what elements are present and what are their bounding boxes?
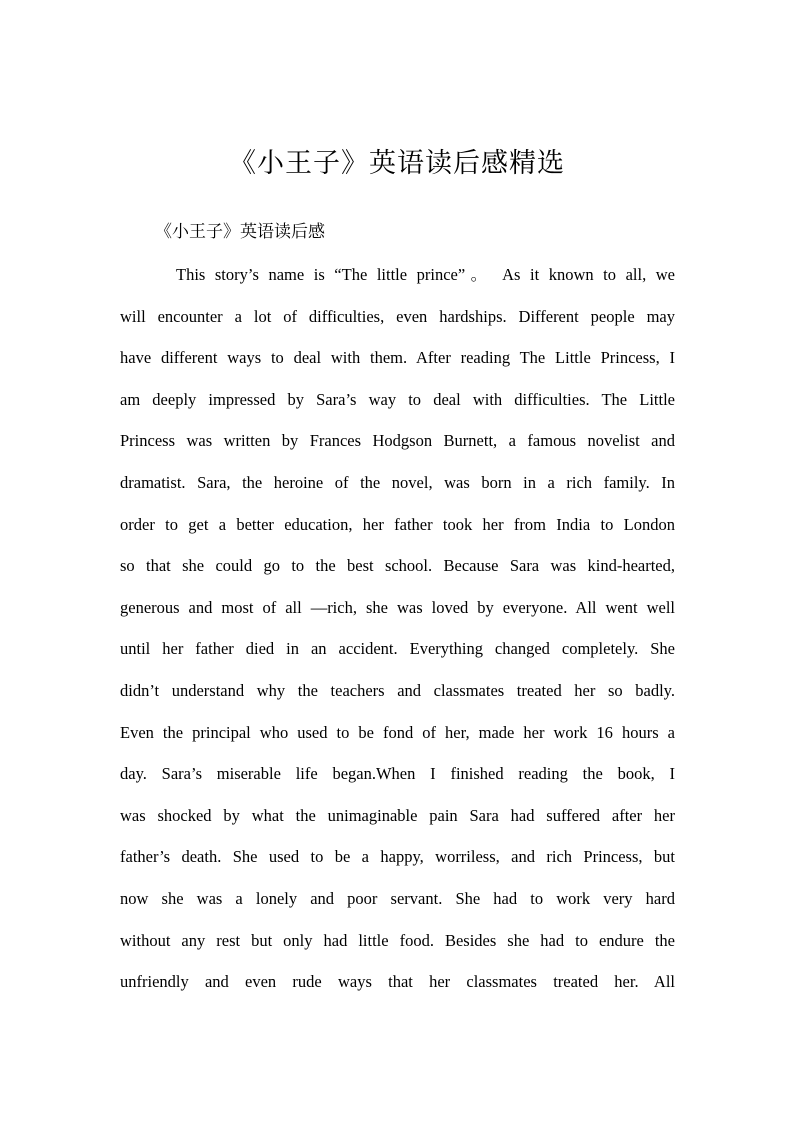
- paragraph-line: so that she could go to the best school. Because Sara was kind-hearted,: [120, 556, 675, 576]
- page-title: 《小王子》英语读后感精选: [229, 148, 565, 178]
- paragraph-line: dramatist. Sara, the heroine of the novel, was born in a rich family. In: [120, 472, 675, 492]
- paragraph-line: unfriendly and even rude ways that her classmates treated her. All: [120, 972, 675, 992]
- paragraph-line: didn’t understand why the teachers and classmates treated her so badly.: [120, 680, 675, 700]
- section-heading: 《小王子》英语读后感: [155, 222, 325, 242]
- paragraph-line: father’s death. She used to be a happy, worriless, and rich Princess, but: [120, 847, 675, 867]
- paragraph-line: order to get a better education, her father took her from India to London: [120, 514, 675, 534]
- paragraph-line: have different ways to deal with them. After reading The Little Princess, I: [120, 348, 675, 368]
- paragraph-line: generous and most of all —rich, she was loved by everyone. All went well: [120, 597, 675, 617]
- paragraph-line: now she was a lonely and poor servant. She had to work very hard: [120, 888, 675, 908]
- paragraph-line: am deeply impressed by Sara’s way to deal with difficulties. The Little: [120, 389, 675, 409]
- paragraph-line: will encounter a lot of difficulties, even hardships. Different people may: [120, 306, 675, 326]
- body-paragraph: [120, 254, 675, 1003]
- paragraph-line: Even the principal who used to be fond of her, made her work 16 hours a: [120, 722, 675, 742]
- paragraph-line: without any rest but only had little food. Besides she had to endure the: [120, 930, 675, 950]
- paragraph-line: day. Sara’s miserable life began.When I finished reading the book, I: [120, 764, 675, 784]
- paragraph-line: until her father died in an accident. Everything changed completely. She: [120, 639, 675, 659]
- paragraph-line: This story’s name is “The little prince”。 As it known to all, we: [176, 265, 675, 284]
- paragraph-line: Princess was written by Frances Hodgson Burnett, a famous novelist and: [120, 431, 675, 451]
- paragraph-line: was shocked by what the unimaginable pain Sara had suffered after her: [120, 805, 675, 825]
